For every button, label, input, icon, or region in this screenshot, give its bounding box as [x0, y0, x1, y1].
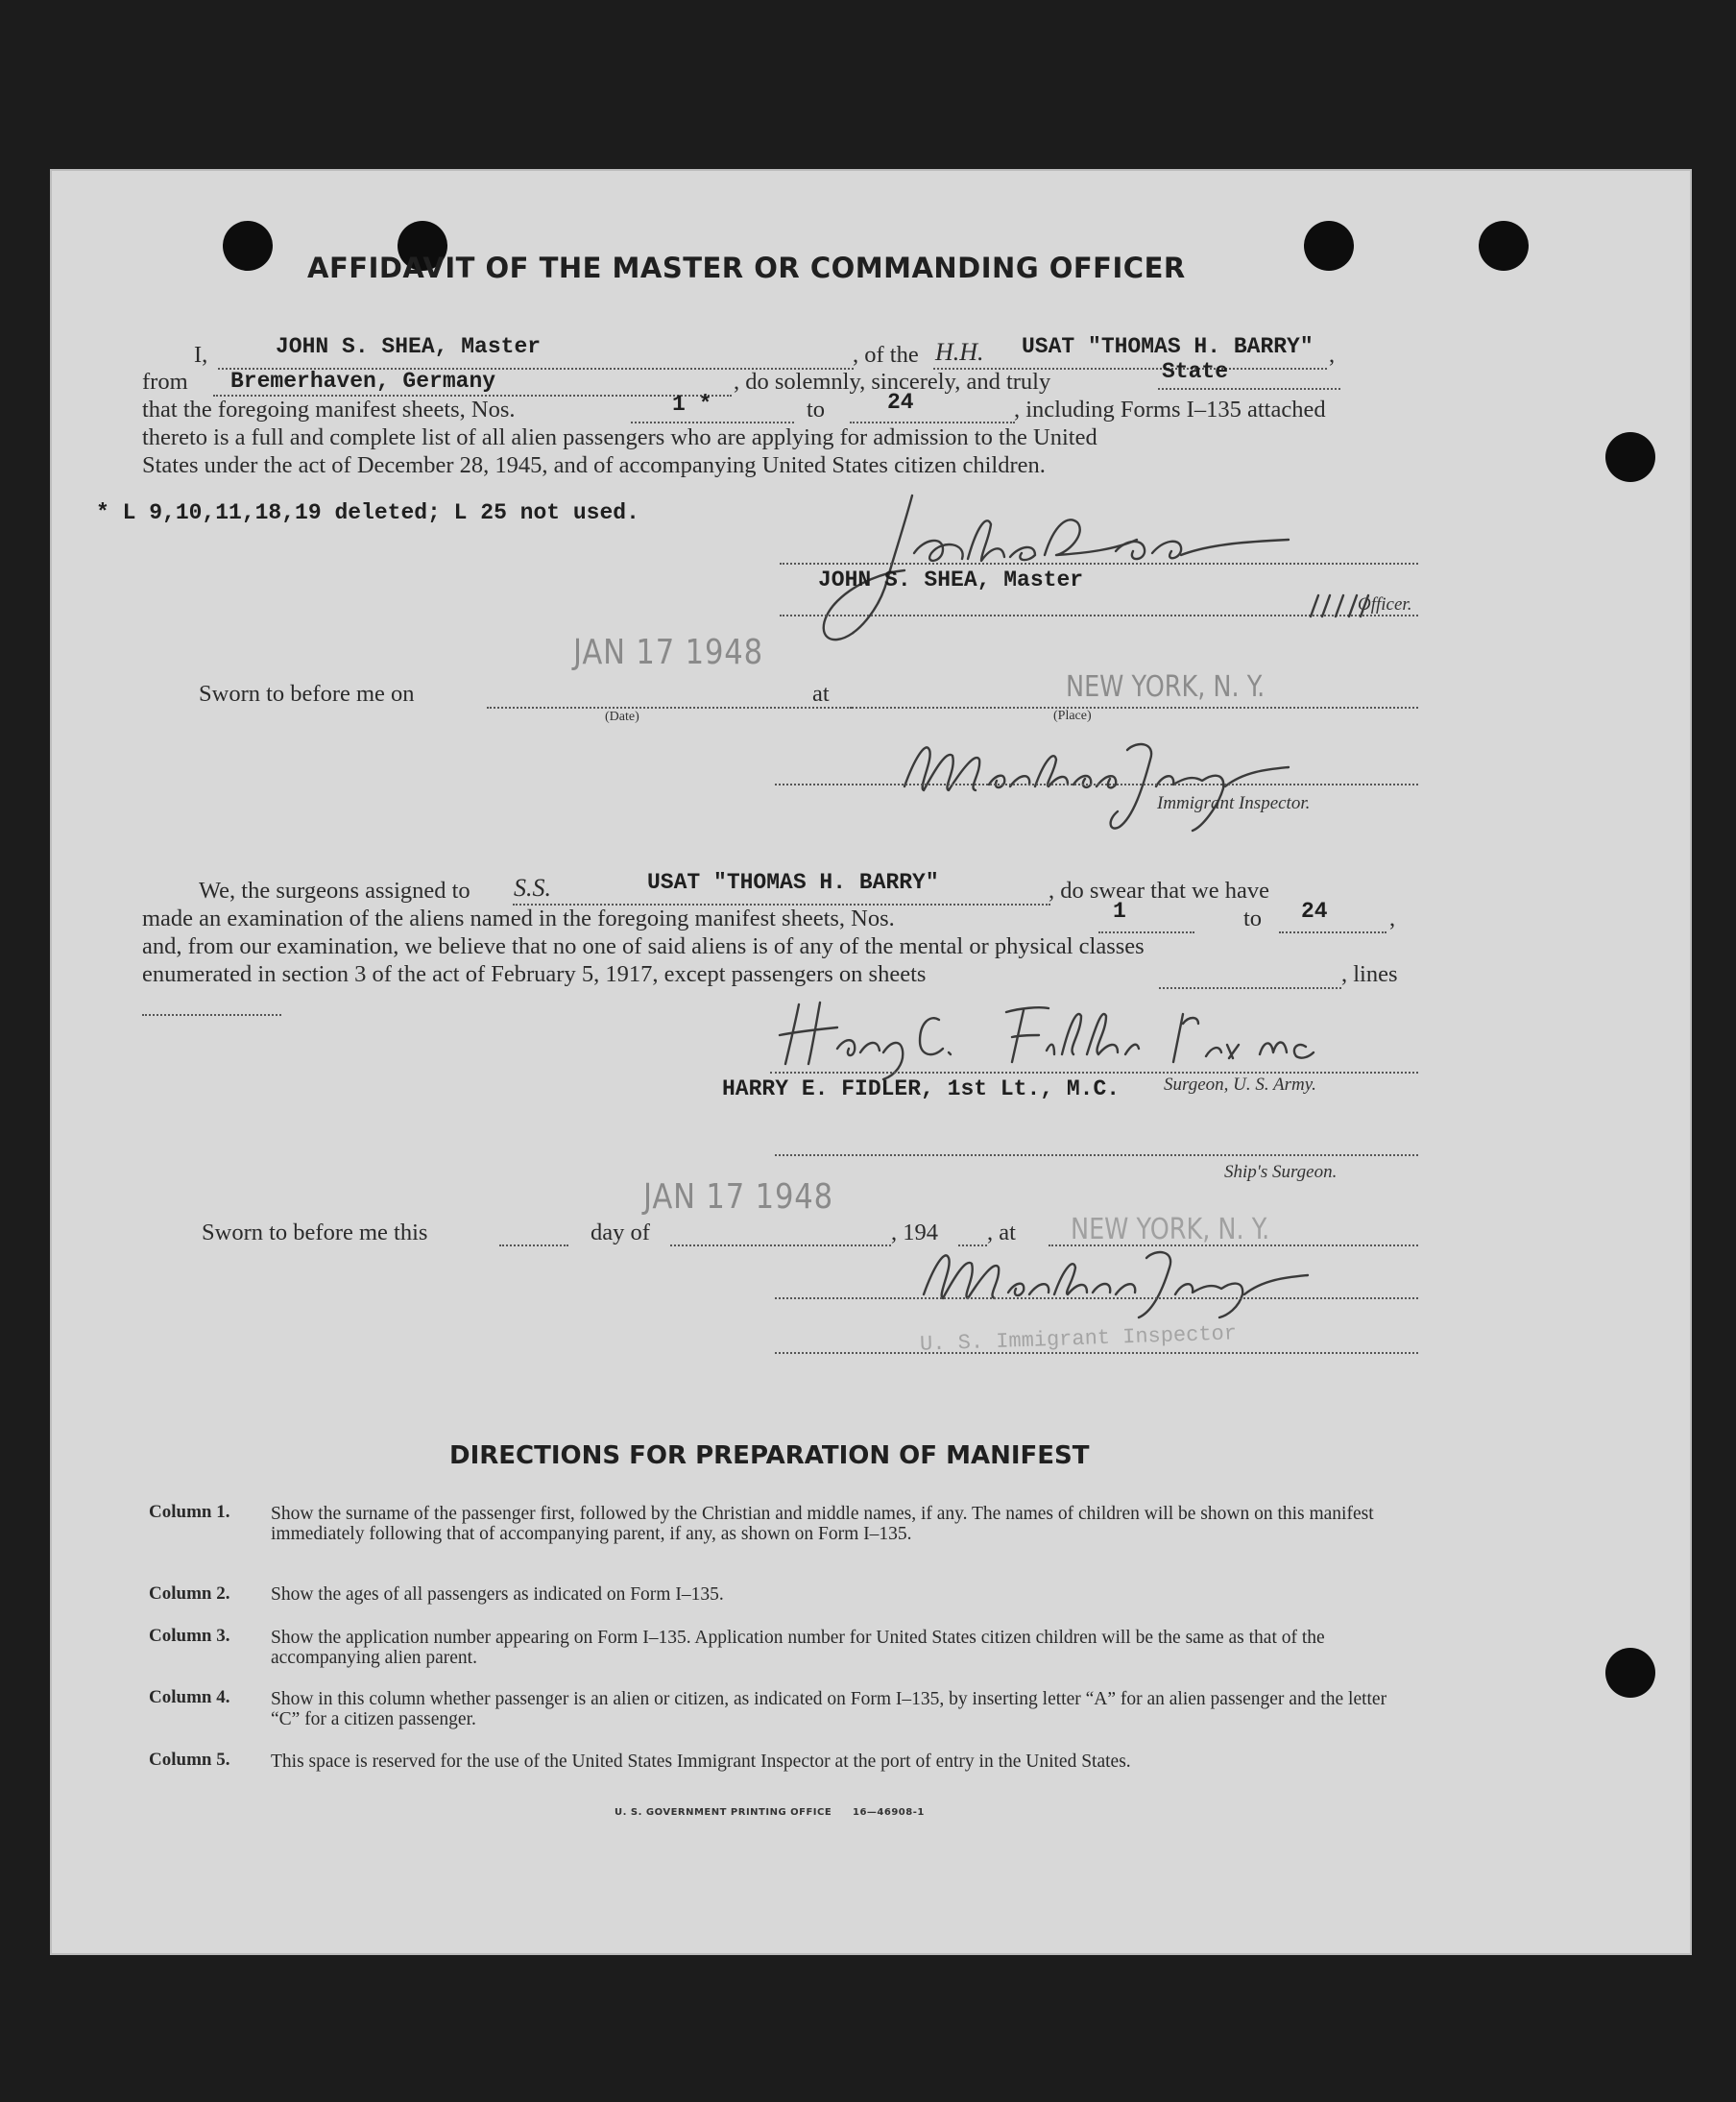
inspector-caption: Immigrant Inspector. [1157, 793, 1311, 813]
inspector-signature-2 [895, 1237, 1337, 1323]
surgeon-vessel-prefix: S.S. [514, 874, 551, 902]
surgeon-date-stamp: JAN 17 1948 [643, 1177, 833, 1217]
sworn-date-stamp: JAN 17 1948 [573, 633, 763, 672]
column-4-label: Column 4. [149, 1687, 230, 1707]
word-that-foregoing: that the foregoing manifest sheets, Nos. [142, 397, 516, 423]
surgeon-place-stamp: NEW YORK, N. Y. [1071, 1213, 1270, 1246]
column-1-text: Show the surname of the passenger first, followed by the Christian and middle names, if any. The names of children will be shown on this manifest immediately following that of accompanying parent, if any, as shown on Form I–135. [271, 1504, 1374, 1544]
word-sworn-this: Sworn to before me this [202, 1220, 428, 1245]
word-we-surgeons: We, the surgeons assigned to [199, 878, 470, 904]
sheet-from: 1 * [672, 392, 712, 417]
word-year-194: , 194 [891, 1220, 938, 1245]
word-do-swear: , do swear that we have [1049, 878, 1269, 904]
column-2-text: Show the ages of all passengers as indicated on Form I–135. [271, 1584, 724, 1605]
rule-lines [142, 1014, 281, 1016]
column-3-text: Show the application number appearing on Form I–135. Application number for United States citizen children will be the same as that of the accompanying alien parent. [271, 1628, 1325, 1668]
rule-sheets-except [1159, 987, 1341, 989]
column-1-label: Column 1. [149, 1502, 230, 1522]
rule-sworn-place [847, 707, 1418, 709]
vessel-name: USAT "THOMAS H. BARRY" [1022, 334, 1314, 359]
rule-month [670, 1244, 891, 1246]
master-name: JOHN S. SHEA, Master [276, 334, 542, 359]
word-at-2: , at [987, 1220, 1016, 1245]
punch-hole [1605, 432, 1655, 482]
rule-surg-sheet-to [1279, 931, 1386, 933]
document-sheet [50, 169, 1692, 1955]
rule-sworn-date [487, 707, 852, 709]
departure-port: Bremerhaven, Germany [230, 369, 496, 394]
column-5-text: This space is reserved for the use of the United States Immigrant Inspector at the port of entry in the United States. [271, 1752, 1131, 1772]
surgeons-line-4: enumerated in section 3 of the act of February 5, 1917, except passengers on sheets [142, 961, 927, 987]
word-including: , including Forms I–135 attached [1014, 397, 1326, 423]
rule-inspector-2 [775, 1297, 1418, 1299]
punch-hole [223, 221, 273, 271]
date-caption: (Date) [605, 710, 639, 724]
rule-day [499, 1244, 568, 1246]
inspector-stamp: U. S. Immigrant Inspector [919, 1321, 1238, 1357]
word-sworn-before-me-on: Sworn to before me on [199, 681, 415, 707]
sheet-to: 24 [887, 390, 914, 415]
surgeon-signature [760, 995, 1385, 1081]
surgeon-sheet-to: 24 [1301, 899, 1328, 924]
punch-hole [1479, 221, 1529, 271]
comma: , [1329, 342, 1336, 368]
rule-inspector-3 [775, 1352, 1418, 1354]
punch-hole [1304, 221, 1354, 271]
word-i: I, [194, 342, 208, 368]
rule-surgeon [770, 1072, 1418, 1074]
form-number: 16—46908-1 [853, 1807, 925, 1818]
surgeon-sheet-from: 1 [1113, 899, 1126, 924]
word-do-solemnly: , do solemnly, sincerely, and truly [734, 369, 1051, 395]
ships-surgeon-caption: Ship's Surgeon. [1224, 1162, 1338, 1182]
word-lines: , lines [1341, 961, 1398, 987]
column-2-label: Column 2. [149, 1583, 230, 1604]
surgeon-caption: Surgeon, U. S. Army. [1164, 1075, 1316, 1095]
vessel-prefix: H.H. [935, 338, 984, 366]
rule-inspector-1 [775, 784, 1418, 785]
deleted-lines-note: * L 9,10,11,18,19 deleted; L 25 not used. [96, 500, 639, 525]
rule-verb [1158, 388, 1340, 390]
place-caption: (Place) [1053, 709, 1092, 723]
affidavit-title: AFFIDAVIT OF THE MASTER OR COMMANDING OFFICER [307, 252, 1186, 284]
printing-office-line: U. S. GOVERNMENT PRINTING OFFICE [615, 1807, 832, 1818]
punch-hole [1605, 1648, 1655, 1698]
word-at: at [812, 681, 830, 707]
comma-2: , [1389, 906, 1396, 931]
column-5-label: Column 5. [149, 1750, 230, 1770]
word-of-the: , of the [853, 342, 919, 368]
column-4-text: Show in this column whether passenger is an alien or citizen, as indicated on Form I–135, by inserting letter “A” for an alien passenger and the letter “C” for a citizen passenger. [271, 1689, 1387, 1729]
surgeon-vessel-name: USAT "THOMAS H. BARRY" [647, 870, 939, 895]
word-to-2: to [1243, 906, 1263, 931]
oath-verb: State [1162, 359, 1229, 384]
affidavit-line-5: States under the act of December 28, 1945, and of accompanying United States citizen children. [142, 452, 1046, 478]
rule-master-signature [780, 563, 1418, 565]
affidavit-line-4: thereto is a full and complete list of all alien passengers who are applying for admission to the United [142, 424, 1097, 450]
sworn-place-stamp: NEW YORK, N. Y. [1066, 670, 1266, 704]
surgeons-line-3: and, from our examination, we believe that no one of said aliens is of any of the mental or physical classes [142, 933, 1145, 959]
column-3-label: Column 3. [149, 1626, 230, 1646]
word-from: from [142, 369, 188, 395]
surgeon-typed-name: HARRY E. FIDLER, 1st Lt., M.C. [722, 1076, 1121, 1101]
directions-title: DIRECTIONS FOR PREPARATION OF MANIFEST [449, 1441, 1090, 1470]
word-made-examination: made an examination of the aliens named in the foregoing manifest sheets, Nos. [142, 906, 895, 931]
word-to: to [807, 397, 826, 423]
rule-sheet-to [850, 422, 1015, 423]
officer-caption: Officer. [1358, 594, 1412, 615]
word-day-of: day of [591, 1220, 650, 1245]
rule-ships-surgeon [775, 1154, 1418, 1156]
officer-title-overstrike [1303, 592, 1380, 620]
rule-sheet-from [631, 422, 794, 423]
master-signer-typed: JOHN S. SHEA, Master [818, 568, 1084, 592]
